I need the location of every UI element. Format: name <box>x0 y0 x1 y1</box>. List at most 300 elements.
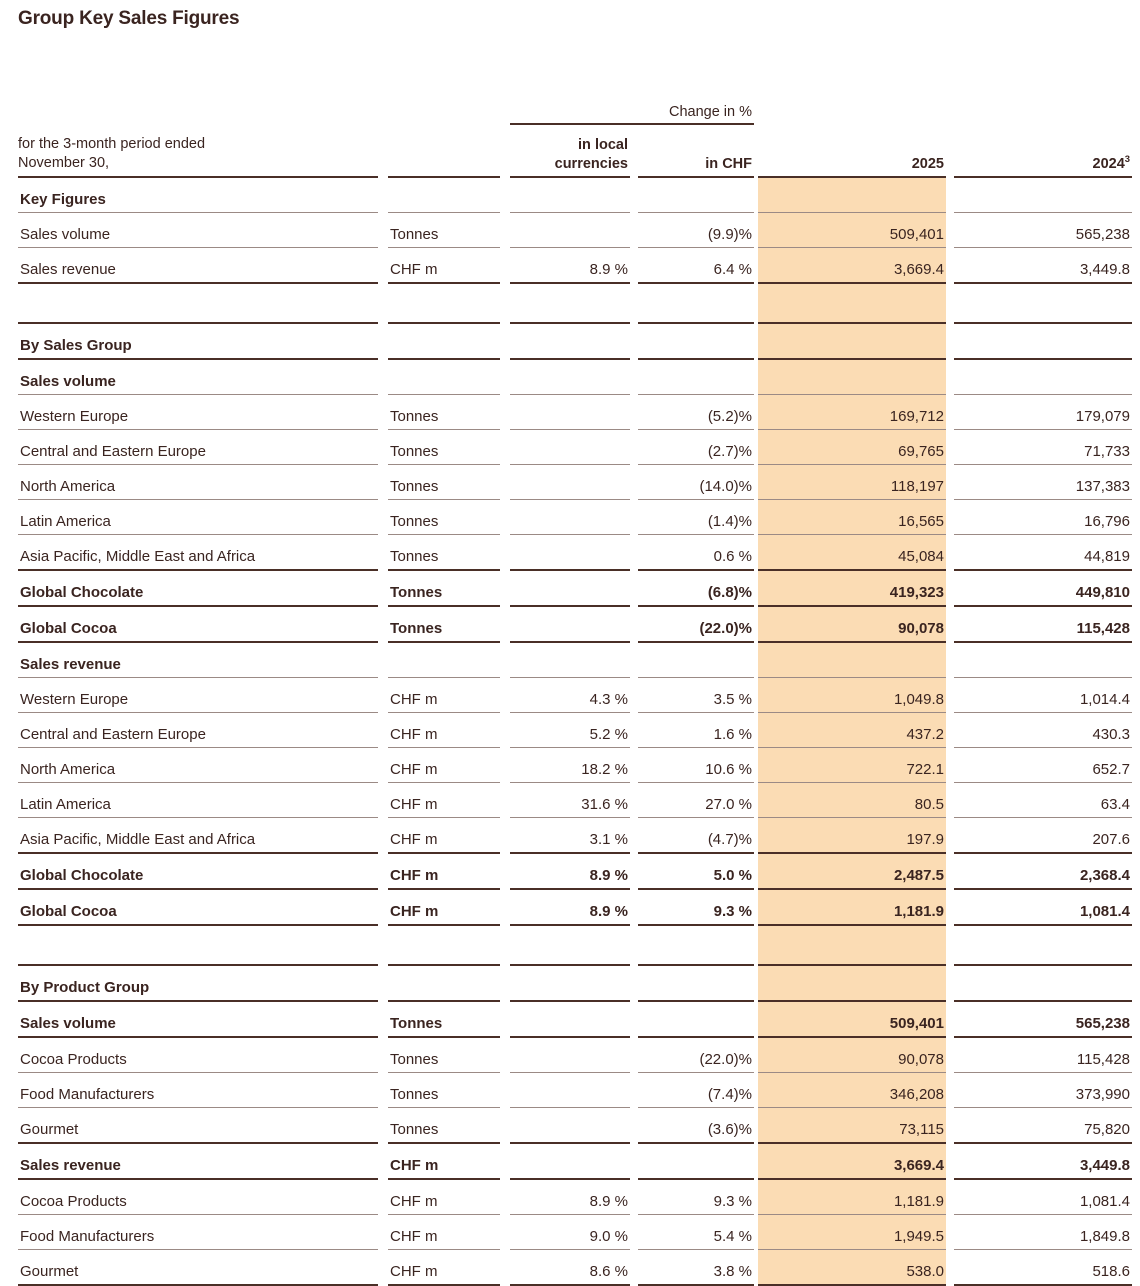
change-chf-cell <box>638 178 754 213</box>
change-local-currencies-cell: 8.9 % <box>510 854 630 890</box>
table-row <box>18 854 1132 890</box>
year-2024-cell: 44,819 <box>954 535 1132 571</box>
row-label: Gourmet <box>18 1250 378 1286</box>
year-2024-cell: 2,368.4 <box>954 854 1132 890</box>
gap-cell <box>378 94 388 125</box>
change-local-currencies-cell <box>510 284 630 324</box>
table-spacer-row <box>18 926 1132 966</box>
gap-cell <box>378 1038 388 1073</box>
year-2025-cell: 90,078 <box>758 1038 946 1073</box>
row-label: Global Cocoa <box>18 607 378 643</box>
column-header-row <box>18 125 1132 178</box>
gap-cell <box>630 1002 638 1038</box>
local-currencies-line-1: in local <box>578 137 628 154</box>
change-chf-cell: (4.7)% <box>638 818 754 854</box>
gap-cell <box>630 783 638 818</box>
gap-cell <box>500 248 510 284</box>
row-label: North America <box>18 465 378 500</box>
year-2024-label: 2024 <box>1092 155 1125 172</box>
gap-cell <box>630 926 638 966</box>
change-chf-cell: (3.6)% <box>638 1108 754 1144</box>
unit-cell <box>388 178 500 213</box>
gap-cell <box>378 1250 388 1286</box>
row-label: Global Cocoa <box>18 890 378 926</box>
gap-cell <box>630 1250 638 1286</box>
year-2024-cell: 373,990 <box>954 1073 1132 1108</box>
change-local-currencies-cell <box>510 178 630 213</box>
year-2025-cell <box>758 926 946 966</box>
change-chf-cell: 0.6 % <box>638 535 754 571</box>
year-2025-cell: 1,181.9 <box>758 1180 946 1215</box>
change-local-currencies-cell: 4.3 % <box>510 678 630 713</box>
gap-cell <box>500 465 510 500</box>
gap-cell <box>378 571 388 607</box>
unit-cell <box>388 643 500 678</box>
gap-cell <box>500 966 510 1002</box>
key-sales-figures-table <box>18 94 1132 1286</box>
year-2025-cell <box>758 284 946 324</box>
unit-cell: CHF m <box>388 890 500 926</box>
row-label: North America <box>18 748 378 783</box>
gap-cell <box>946 571 954 607</box>
table-section-row <box>18 643 1132 678</box>
gap-cell <box>378 818 388 854</box>
gap-cell <box>630 178 638 213</box>
gap-cell <box>500 284 510 324</box>
unit-cell: Tonnes <box>388 500 500 535</box>
gap-cell <box>946 854 954 890</box>
unit-cell: Tonnes <box>388 1002 500 1038</box>
gap-cell <box>500 1144 510 1180</box>
gap-cell <box>630 1073 638 1108</box>
table-row <box>18 500 1132 535</box>
row-label: Cocoa Products <box>18 1180 378 1215</box>
year-2025-cell: 16,565 <box>758 500 946 535</box>
table-section-row <box>18 324 1132 360</box>
gap-cell <box>630 284 638 324</box>
change-chf-cell: 9.3 % <box>638 890 754 926</box>
table-spacer-row <box>18 284 1132 324</box>
unit-cell: Tonnes <box>388 1073 500 1108</box>
spacer-cell <box>758 94 946 125</box>
change-chf-cell: (6.8)% <box>638 571 754 607</box>
gap-cell <box>630 571 638 607</box>
unit-cell: Tonnes <box>388 1038 500 1073</box>
gap-cell <box>946 1215 954 1250</box>
row-label: Global Chocolate <box>18 854 378 890</box>
unit-cell: CHF m <box>388 818 500 854</box>
year-2024-cell: 449,810 <box>954 571 1132 607</box>
row-label: Western Europe <box>18 678 378 713</box>
change-local-currencies-cell: 5.2 % <box>510 713 630 748</box>
gap-cell <box>500 430 510 465</box>
year-2024-cell: 1,849.8 <box>954 1215 1132 1250</box>
gap-cell <box>378 395 388 430</box>
table-row <box>18 713 1132 748</box>
table-row <box>18 1108 1132 1144</box>
gap-cell <box>630 535 638 571</box>
unit-cell <box>388 926 500 966</box>
row-label: Latin America <box>18 783 378 818</box>
gap-cell <box>630 678 638 713</box>
gap-cell <box>630 713 638 748</box>
gap-cell <box>946 713 954 748</box>
unit-cell: Tonnes <box>388 395 500 430</box>
change-chf-cell: (9.9)% <box>638 213 754 248</box>
row-label: Sales volume <box>18 213 378 248</box>
year-2025-cell: 1,949.5 <box>758 1215 946 1250</box>
change-chf-cell <box>638 966 754 1002</box>
year-2024-cell <box>954 643 1132 678</box>
gap-cell <box>500 125 510 178</box>
change-local-currencies-cell <box>510 430 630 465</box>
gap-cell <box>500 1073 510 1108</box>
gap-cell <box>630 500 638 535</box>
year-2024-cell <box>954 284 1132 324</box>
change-local-currencies-cell: 3.1 % <box>510 818 630 854</box>
unit-cell <box>388 284 500 324</box>
gap-cell <box>500 1215 510 1250</box>
unit-cell: Tonnes <box>388 1108 500 1144</box>
year-2025-cell: 69,765 <box>758 430 946 465</box>
year-2025-cell: 509,401 <box>758 213 946 248</box>
gap-cell <box>630 1108 638 1144</box>
table-row <box>18 1215 1132 1250</box>
gap-cell <box>630 430 638 465</box>
table-row <box>18 248 1132 284</box>
table-row <box>18 607 1132 643</box>
gap-cell <box>500 571 510 607</box>
year-2025-cell: 118,197 <box>758 465 946 500</box>
year-2024-cell: 71,733 <box>954 430 1132 465</box>
gap-cell <box>500 854 510 890</box>
table-row <box>18 1038 1132 1073</box>
row-label: Central and Eastern Europe <box>18 430 378 465</box>
year-2025-cell: 437.2 <box>758 713 946 748</box>
gap-cell <box>946 890 954 926</box>
gap-cell <box>500 607 510 643</box>
year-2024-cell: 115,428 <box>954 607 1132 643</box>
unit-cell: CHF m <box>388 248 500 284</box>
year-2025-cell: 346,208 <box>758 1073 946 1108</box>
gap-cell <box>946 324 954 360</box>
row-label: Western Europe <box>18 395 378 430</box>
change-local-currencies-cell <box>510 643 630 678</box>
spacer-cell <box>388 94 500 125</box>
unit-cell: CHF m <box>388 713 500 748</box>
change-local-currencies-cell <box>510 500 630 535</box>
year-2025-cell: 419,323 <box>758 571 946 607</box>
change-local-currencies-cell <box>510 607 630 643</box>
unit-cell: CHF m <box>388 783 500 818</box>
gap-cell <box>946 248 954 284</box>
gap-cell <box>630 324 638 360</box>
change-chf-cell: 5.0 % <box>638 854 754 890</box>
gap-cell <box>500 94 510 125</box>
year-2024-cell: 1,081.4 <box>954 890 1132 926</box>
year-2024-cell: 3,449.8 <box>954 248 1132 284</box>
gap-cell <box>946 535 954 571</box>
change-chf-cell <box>638 360 754 395</box>
gap-cell <box>500 1250 510 1286</box>
gap-cell <box>378 1180 388 1215</box>
gap-cell <box>378 125 388 178</box>
change-local-currencies-cell <box>510 1038 630 1073</box>
change-chf-cell: 5.4 % <box>638 1215 754 1250</box>
gap-cell <box>946 465 954 500</box>
unit-cell: Tonnes <box>388 465 500 500</box>
gap-cell <box>946 125 954 178</box>
gap-cell <box>378 783 388 818</box>
period-header <box>18 125 378 178</box>
gap-cell <box>500 1038 510 1073</box>
table-header <box>18 94 1132 178</box>
change-chf-cell: (1.4)% <box>638 500 754 535</box>
change-local-currencies-cell <box>510 966 630 1002</box>
gap-cell <box>946 1108 954 1144</box>
gap-cell <box>630 748 638 783</box>
gap-cell <box>378 926 388 966</box>
gap-cell <box>630 607 638 643</box>
spacer-cell <box>18 94 378 125</box>
change-chf-cell <box>638 324 754 360</box>
unit-cell: CHF m <box>388 1250 500 1286</box>
change-in-percent-header: Change in % <box>510 94 754 125</box>
gap-cell <box>630 248 638 284</box>
year-2025-header: 2025 <box>758 125 946 178</box>
change-local-currencies-cell <box>510 1073 630 1108</box>
gap-cell <box>946 783 954 818</box>
change-local-currencies-cell: 8.9 % <box>510 890 630 926</box>
gap-cell <box>946 1250 954 1286</box>
in-local-currencies-header <box>510 125 630 178</box>
row-label: Sales revenue <box>18 248 378 284</box>
year-2024-cell: 3,449.8 <box>954 1144 1132 1180</box>
gap-cell <box>500 178 510 213</box>
row-label: Sales revenue <box>18 1144 378 1180</box>
unit-cell: CHF m <box>388 1215 500 1250</box>
gap-cell <box>500 783 510 818</box>
unit-cell: Tonnes <box>388 607 500 643</box>
gap-cell <box>946 966 954 1002</box>
year-2025-cell: 45,084 <box>758 535 946 571</box>
change-local-currencies-cell: 9.0 % <box>510 1215 630 1250</box>
change-local-currencies-cell <box>510 1108 630 1144</box>
gap-cell <box>378 213 388 248</box>
change-chf-cell <box>638 1002 754 1038</box>
gap-cell <box>378 1002 388 1038</box>
row-label: Sales volume <box>18 360 378 395</box>
gap-cell <box>378 500 388 535</box>
gap-cell <box>946 643 954 678</box>
unit-cell: CHF m <box>388 678 500 713</box>
row-label <box>18 284 378 324</box>
unit-header <box>388 125 500 178</box>
year-2024-cell: 430.3 <box>954 713 1132 748</box>
year-2024-cell <box>954 926 1132 966</box>
spacer-cell <box>954 94 1132 125</box>
year-2025-cell <box>758 324 946 360</box>
row-label: Asia Pacific, Middle East and Africa <box>18 818 378 854</box>
change-local-currencies-cell <box>510 926 630 966</box>
year-2024-cell: 652.7 <box>954 748 1132 783</box>
gap-cell <box>630 395 638 430</box>
table-row <box>18 571 1132 607</box>
year-2024-cell: 179,079 <box>954 395 1132 430</box>
gap-cell <box>946 284 954 324</box>
year-2025-cell: 1,181.9 <box>758 890 946 926</box>
row-label: Global Chocolate <box>18 571 378 607</box>
change-chf-cell: (22.0)% <box>638 607 754 643</box>
gap-cell <box>378 678 388 713</box>
table-row <box>18 890 1132 926</box>
year-2025-cell: 3,669.4 <box>758 1144 946 1180</box>
gap-cell <box>378 890 388 926</box>
gap-cell <box>378 284 388 324</box>
gap-cell <box>500 535 510 571</box>
row-label: By Sales Group <box>18 324 378 360</box>
change-chf-cell: (5.2)% <box>638 395 754 430</box>
unit-cell: Tonnes <box>388 213 500 248</box>
gap-cell <box>500 678 510 713</box>
gap-cell <box>500 818 510 854</box>
gap-cell <box>630 125 638 178</box>
gap-cell <box>378 248 388 284</box>
gap-cell <box>378 465 388 500</box>
gap-cell <box>946 430 954 465</box>
change-chf-cell: 1.6 % <box>638 713 754 748</box>
change-group-header-row <box>18 94 1132 125</box>
table-row <box>18 395 1132 430</box>
gap-cell <box>946 94 954 125</box>
unit-cell <box>388 360 500 395</box>
year-2025-cell: 1,049.8 <box>758 678 946 713</box>
table-section-row <box>18 178 1132 213</box>
year-2024-cell: 518.6 <box>954 1250 1132 1286</box>
local-currencies-line-2: currencies <box>554 155 628 172</box>
gap-cell <box>378 324 388 360</box>
change-local-currencies-cell: 8.6 % <box>510 1250 630 1286</box>
row-label: By Product Group <box>18 966 378 1002</box>
change-local-currencies-cell: 31.6 % <box>510 783 630 818</box>
change-local-currencies-cell <box>510 395 630 430</box>
gap-cell <box>378 178 388 213</box>
row-label: Asia Pacific, Middle East and Africa <box>18 535 378 571</box>
gap-cell <box>500 643 510 678</box>
year-2025-cell: 80.5 <box>758 783 946 818</box>
unit-cell: CHF m <box>388 1180 500 1215</box>
year-2024-cell <box>954 966 1132 1002</box>
gap-cell <box>946 360 954 395</box>
gap-cell <box>378 1215 388 1250</box>
unit-cell: Tonnes <box>388 571 500 607</box>
gap-cell <box>378 854 388 890</box>
gap-cell <box>630 360 638 395</box>
change-local-currencies-cell <box>510 360 630 395</box>
table-row <box>18 465 1132 500</box>
gap-cell <box>500 324 510 360</box>
row-label: Gourmet <box>18 1108 378 1144</box>
gap-cell <box>378 1108 388 1144</box>
year-2024-cell: 137,383 <box>954 465 1132 500</box>
change-chf-cell: 3.8 % <box>638 1250 754 1286</box>
unit-cell: CHF m <box>388 854 500 890</box>
change-local-currencies-cell: 8.9 % <box>510 1180 630 1215</box>
gap-cell <box>946 1144 954 1180</box>
year-2025-cell: 722.1 <box>758 748 946 783</box>
year-2024-header <box>954 125 1132 178</box>
table-section-row <box>18 360 1132 395</box>
gap-cell <box>500 360 510 395</box>
row-label: Central and Eastern Europe <box>18 713 378 748</box>
unit-cell: Tonnes <box>388 430 500 465</box>
row-label: Key Figures <box>18 178 378 213</box>
gap-cell <box>946 607 954 643</box>
change-chf-cell: 9.3 % <box>638 1180 754 1215</box>
year-2025-cell: 3,669.4 <box>758 248 946 284</box>
gap-cell <box>630 1180 638 1215</box>
gap-cell <box>630 465 638 500</box>
change-local-currencies-cell: 18.2 % <box>510 748 630 783</box>
table-row <box>18 1144 1132 1180</box>
gap-cell <box>946 1073 954 1108</box>
unit-cell: CHF m <box>388 748 500 783</box>
gap-cell <box>946 500 954 535</box>
row-label: Sales volume <box>18 1002 378 1038</box>
table-row <box>18 748 1132 783</box>
change-chf-cell: 6.4 % <box>638 248 754 284</box>
gap-cell <box>500 1002 510 1038</box>
gap-cell <box>630 818 638 854</box>
table-row <box>18 783 1132 818</box>
gap-cell <box>500 395 510 430</box>
year-2025-cell <box>758 360 946 395</box>
year-2024-cell: 63.4 <box>954 783 1132 818</box>
change-chf-cell: 27.0 % <box>638 783 754 818</box>
change-chf-cell: (2.7)% <box>638 430 754 465</box>
gap-cell <box>378 748 388 783</box>
row-label: Food Manufacturers <box>18 1073 378 1108</box>
gap-cell <box>378 360 388 395</box>
gap-cell <box>946 1002 954 1038</box>
gap-cell <box>630 213 638 248</box>
year-2025-cell <box>758 643 946 678</box>
gap-cell <box>500 926 510 966</box>
change-local-currencies-cell <box>510 324 630 360</box>
change-chf-cell <box>638 284 754 324</box>
gap-cell <box>946 818 954 854</box>
change-chf-cell: (14.0)% <box>638 465 754 500</box>
table-body <box>18 178 1132 1286</box>
gap-cell <box>630 854 638 890</box>
year-2024-cell <box>954 178 1132 213</box>
table-row <box>18 1180 1132 1215</box>
year-2024-cell <box>954 360 1132 395</box>
year-2025-cell: 509,401 <box>758 1002 946 1038</box>
year-2024-cell: 75,820 <box>954 1108 1132 1144</box>
year-2024-cell: 16,796 <box>954 500 1132 535</box>
unit-cell: CHF m <box>388 1144 500 1180</box>
year-2024-footnote-marker: 3 <box>1124 152 1130 164</box>
year-2024-cell: 1,081.4 <box>954 1180 1132 1215</box>
table-row <box>18 430 1132 465</box>
change-chf-cell <box>638 926 754 966</box>
change-chf-cell: (22.0)% <box>638 1038 754 1073</box>
gap-cell <box>946 178 954 213</box>
gap-cell <box>946 926 954 966</box>
table-row <box>18 535 1132 571</box>
gap-cell <box>630 890 638 926</box>
